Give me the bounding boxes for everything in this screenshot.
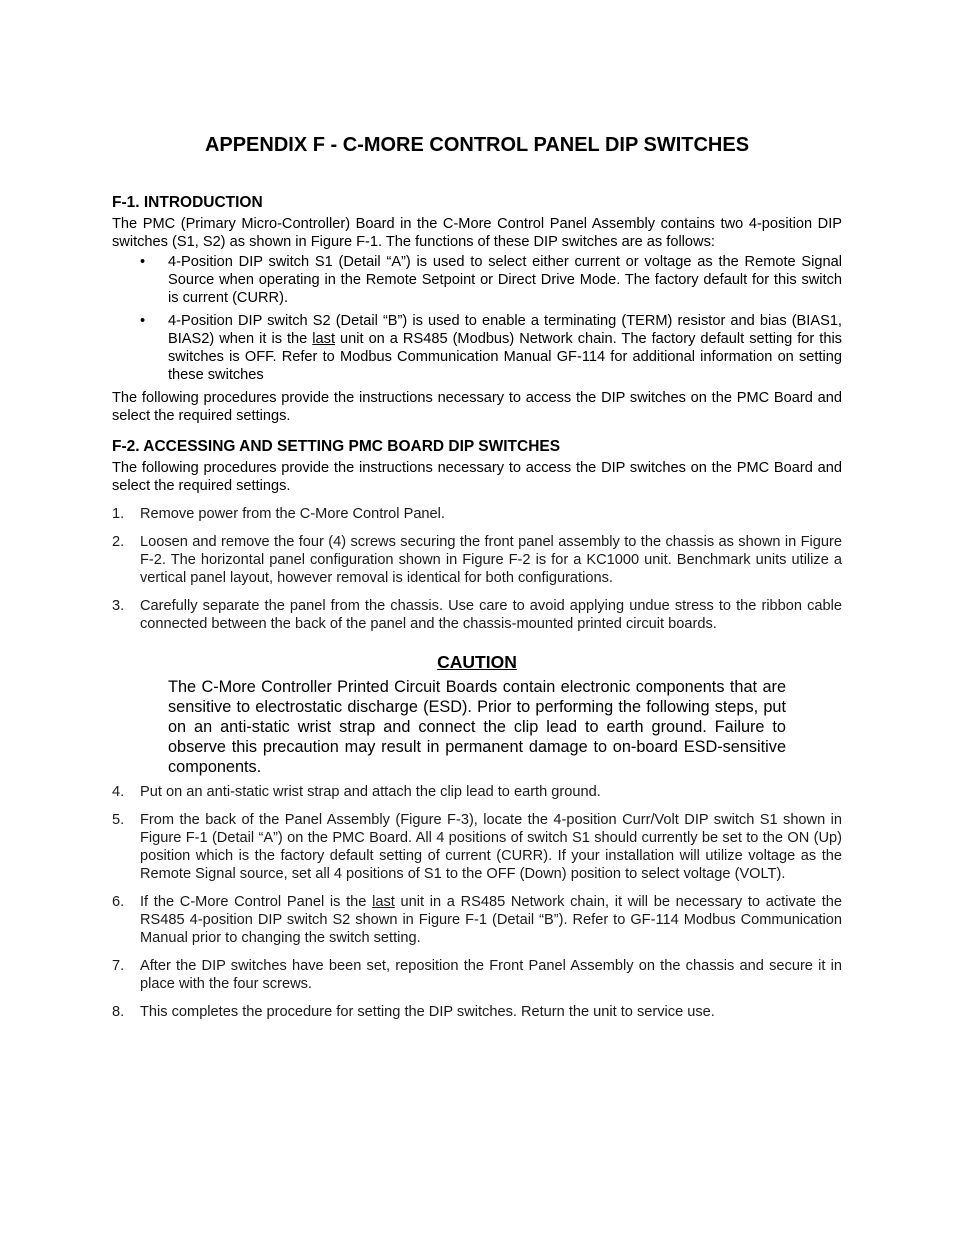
list-item [112, 893, 842, 947]
step-text: Put on an anti-static wrist strap and attach the clip lead to earth ground. [140, 784, 601, 800]
step-number: 1. [112, 506, 125, 522]
list-item [112, 253, 842, 307]
step-text: Carefully separate the panel from the chassis. Use care to avoid applying undue stress to the ribbon cable connected between the back of the panel and the chassis-mounted printed circuit boards. [140, 598, 842, 632]
section-heading-introduction: F-1. INTRODUCTION [112, 194, 263, 211]
step-text: Loosen and remove the four (4) screws securing the front panel assembly to the chassis as shown in Figure F-2. The horizontal panel configuration shown in Figure F-2 is for a KC1000 unit. Benchmark units utilize a vertical panel layout, however removal is identical for both configurations. [140, 534, 842, 586]
step-number: 4. [112, 784, 125, 800]
procedure-steps-part2 [112, 783, 842, 1021]
step-text: Remove power from the C-More Control Panel. [140, 506, 445, 522]
procedure-steps-part1 [112, 505, 842, 633]
list-item [112, 597, 842, 633]
step-number: 6. [112, 894, 125, 910]
bullet-icon: • [140, 313, 146, 329]
bullet-text-s2-post: unit on a RS485 (Modbus) Network chain. The factory default setting for this switches is OFF. Refer to Modbus Communication Manual GF-114 for additional information on setting these switches [168, 331, 842, 383]
section-heading-accessing: F-2. ACCESSING AND SETTING PMC BOARD DIP SWITCHES [112, 438, 561, 455]
step-text: This completes the procedure for setting the DIP switches. Return the unit to service use. [140, 1004, 715, 1020]
underlined-word: last [312, 331, 336, 347]
introduction-paragraph: The PMC (Primary Micro-Controller) Board in the C-More Control Panel Assembly contains two 4-position DIP switches (S1, S2) as shown in Figure F-1. The functions of these DIP switches are as follows: [112, 216, 842, 250]
bullet-text-s1: 4-Position DIP switch S1 (Detail “A”) is used to select either current or voltage as the Remote Signal Source when operating in the Remote Setpoint or Direct Drive Mode. The factory default for this switch is current (CURR). [168, 254, 842, 306]
step-text: After the DIP switches have been set, reposition the Front Panel Assembly on the chassis and secure it in place with the four screws. [140, 958, 842, 992]
underlined-word: last [372, 894, 395, 910]
list-item [112, 312, 842, 384]
caution-heading: CAUTION [437, 652, 517, 672]
step-number: 3. [112, 598, 125, 614]
document-body [112, 193, 842, 1021]
list-item [112, 533, 842, 587]
accessing-intro-paragraph: The following procedures provide the instructions necessary to access the DIP switches on the PMC Board and select the required settings. [112, 460, 842, 494]
list-item [112, 1003, 842, 1021]
step-number: 5. [112, 812, 125, 828]
bullet-text-s2-pre: 4-Position DIP switch S2 (Detail “B”) is used to enable a terminating (TERM) resistor and bias (BIAS1, BIAS2) when it is the [168, 313, 842, 347]
step-number: 8. [112, 1004, 125, 1020]
bullet-icon: • [140, 254, 146, 270]
introduction-closing-paragraph: The following procedures provide the instructions necessary to access the DIP switches on the PMC Board and select the required settings. [112, 390, 842, 424]
step-text-post: unit in a RS485 Network chain, it will be necessary to activate the RS485 4-position DIP switch S2 shown in Figure F-1 (Detail “B”). Refer to GF-114 Modbus Communication Manual prior to changing the switch setting. [140, 894, 842, 946]
list-item [112, 811, 842, 883]
dip-switch-function-list [112, 253, 842, 384]
list-item [112, 783, 842, 801]
caution-text: The C-More Controller Printed Circuit Boards contain electronic components that are sensitive to electrostatic discharge (ESD). Prior to performing the following steps, put on an anti-static wrist strap and connect the clip lead to earth ground. Failure to observe this precaution may result in permanent damage to on-board ESD-sensitive components. [168, 678, 786, 776]
list-item [112, 957, 842, 993]
page-title: APPENDIX F - C-MORE CONTROL PANEL DIP SWITCHES [204, 134, 750, 156]
step-text-pre: If the C-More Control Panel is the [140, 894, 373, 910]
list-item [112, 505, 842, 523]
step-number: 7. [112, 958, 125, 974]
step-number: 2. [112, 534, 125, 550]
step-text: From the back of the Panel Assembly (Figure F-3), locate the 4-position Curr/Volt DIP switch S1 shown in Figure F-1 (Detail “A”) on the PMC Board. All 4 positions of switch S1 should currently be set to the ON (Up) position which is the factory default setting of current (CURR). If your installation will utilize voltage as the Remote Signal source, set all 4 positions of S1 to the OFF (Down) position to select voltage (VOLT). [140, 812, 842, 882]
